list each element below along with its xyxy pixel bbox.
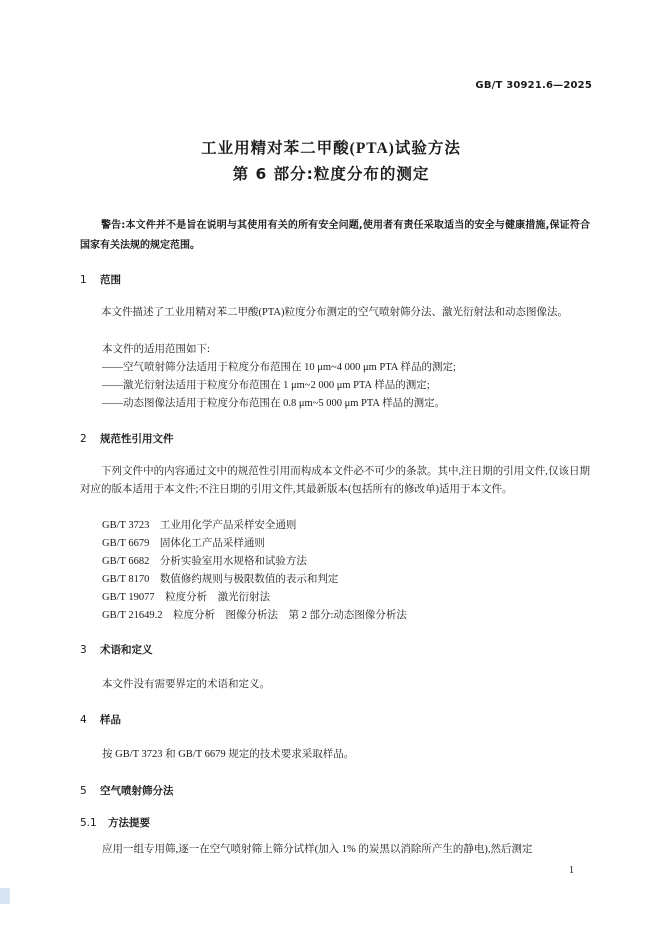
section-1-list-item: ——激光衍射法适用于粒度分布范围在 1 μm~2 000 μm PTA 样品的测定; <box>102 380 430 391</box>
section-4-number: 4 <box>80 714 87 726</box>
section-1-title: 范围 <box>100 274 121 286</box>
section-5-number: 5 <box>80 785 87 797</box>
reference-item: GB/T 6679 固体化工产品采样通则 <box>102 538 265 549</box>
reference-item: GB/T 21649.2 粒度分析 图像分析法 第 2 部分:动态图像分析法 <box>102 610 407 621</box>
section-1-paragraph-2: 本文件的适用范围如下: <box>102 344 210 355</box>
section-4-title: 样品 <box>100 714 121 726</box>
safety-warning: 警告:本文件并不是旨在说明与其使用有关的所有安全问题,使用者有责任采取适当的安全与健康措施,保证符合国家有关法规的规定范围。 <box>80 220 590 251</box>
section-5-1-number: 5.1 <box>80 817 97 829</box>
section-2-heading <box>80 431 174 446</box>
section-5-1-heading <box>80 815 150 830</box>
section-2-paragraph-1: 下列文件中的内容通过文中的规范性引用而构成本文件必不可少的条款。其中,注日期的引用文件,仅该日期对应的版本适用于本文件;不注日期的引用文件,其最新版本(包括所有的修改单)适用于本文件。 <box>80 466 590 495</box>
section-3-number: 3 <box>80 644 87 656</box>
section-1-number: 1 <box>80 274 87 286</box>
section-5-title: 空气喷射筛分法 <box>100 785 174 797</box>
section-1-heading <box>80 272 121 287</box>
reference-item: GB/T 19077 粒度分析 激光衍射法 <box>102 592 271 603</box>
section-2-number: 2 <box>80 433 87 445</box>
section-3-paragraph-1: 本文件没有需要界定的术语和定义。 <box>102 679 270 690</box>
section-1-list-item: ——动态图像法适用于粒度分布范围在 0.8 μm~5 000 μm PTA 样品的测定。 <box>102 398 446 409</box>
reference-item: GB/T 8170 数值修约规则与极限数值的表示和判定 <box>102 574 339 585</box>
section-1-list-item: ——空气喷射筛分法适用于粒度分布范围在 10 μm~4 000 μm PTA 样品的测定; <box>102 362 456 373</box>
section-5-heading <box>80 783 174 798</box>
section-5-1-paragraph-1: 应用一组专用筛,逐一在空气喷射筛上筛分试样(加入 1% 的炭黑以消除所产生的静电),然后测定 <box>102 844 533 855</box>
section-4-paragraph-1: 按 GB/T 3723 和 GB/T 6679 规定的技术要求采取样品。 <box>102 749 355 760</box>
section-3-heading <box>80 642 153 657</box>
section-5-1-title: 方法提要 <box>108 817 150 829</box>
reference-item: GB/T 6682 分析实验室用水规格和试验方法 <box>102 556 307 567</box>
document-title-line2: 第 6 部分:粒度分布的测定 <box>232 165 430 183</box>
section-2-title: 规范性引用文件 <box>100 433 174 445</box>
standard-code: GB/T 30921.6—2025 <box>475 80 592 91</box>
corner-tab-decoration <box>0 888 10 904</box>
page-number: 1 <box>569 865 574 876</box>
section-4-heading <box>80 712 121 727</box>
section-1-paragraph-1: 本文件描述了工业用精对苯二甲酸(PTA)粒度分布测定的空气喷射筛分法、激光衍射法和动态图像法。 <box>101 307 568 318</box>
section-3-title: 术语和定义 <box>100 644 153 656</box>
reference-item: GB/T 3723 工业用化学产品采样安全通则 <box>102 520 297 531</box>
document-title-line1: 工业用精对苯二甲酸(PTA)试验方法 <box>201 140 461 157</box>
